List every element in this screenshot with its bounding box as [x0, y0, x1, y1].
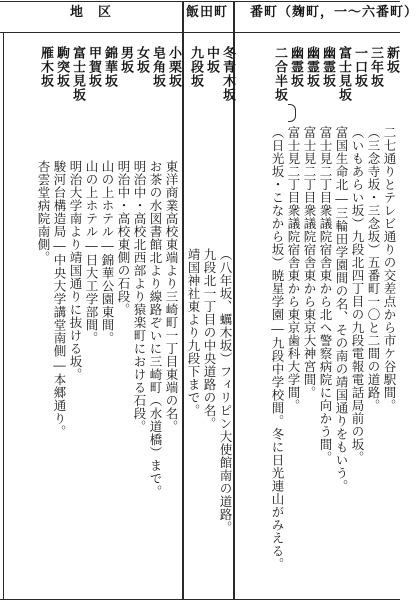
slope-name-fujimizaka-banchou: 富士見坂 — [336, 46, 351, 102]
yurei-group-bracket — [288, 104, 296, 122]
slope-name-saikachizaka: 皂角坂 — [150, 46, 165, 88]
desc-fujimizaka-banchou: 富国生命北―三輪田学園間の名、その南の靖国通りをもいう。 — [334, 126, 349, 493]
slope-name-hitokuchizaka: 一口坂 — [352, 46, 367, 88]
slope-name-sannenzaka: 三年坂 — [368, 46, 383, 88]
slope-name-komatsukizaka: 駒突坂 — [54, 46, 69, 88]
desc-saikachizaka: お茶の水図書館北より線路ぞいに三崎町（水道橋）まで。 — [148, 160, 163, 498]
slope-name-nakazaka: 中坂 — [204, 46, 219, 74]
slope-name-fuyuaokizaka: 冬青木坂 — [220, 46, 235, 102]
slope-name-onnazaka: 女坂 — [134, 46, 149, 74]
desc-yureizaka-1: 富士見二丁目衆議院宿舎東から北へ警察病院に向かう間。 — [318, 126, 333, 464]
desc-fujimizaka-district: 明治大学南より靖国通りに抜ける坂。 — [68, 160, 83, 381]
desc-kougazaka: 山の上ホテル―日大工学部間。 — [84, 160, 99, 345]
slope-name-fujimizaka-district: 富士見坂 — [70, 46, 85, 102]
desc-kudanzaka: 靖国神社東より九段下まで。 — [186, 248, 201, 417]
slope-name-otokozaka: 男坂 — [118, 46, 133, 74]
desc-yureizaka-3: 富士見二丁目衆議院宿舎東から東京歯科大学間。 — [286, 126, 301, 412]
slope-name-yureizaka-2: 幽霊坂 — [304, 46, 319, 88]
desc-onnazaka: 明治中・高校北西部より猿楽町における石段。 — [132, 160, 147, 433]
section-divider-left — [182, 1, 184, 599]
header-iidamachi: 飯田町 — [186, 5, 229, 20]
desc-sannenzaka: （三念寺坂・三念坂）五番町一〇と二間の道路。 — [366, 126, 381, 412]
desc-shinzaka: 二七通りとテレビ通りの交差点から市ケ谷駅間。 — [382, 126, 397, 412]
desc-fuyuaokizaka: （八年坂、蠣木坂）フィリピン大使館南の道路。 — [218, 248, 233, 534]
desc-gangizaka: 杏雲堂病院南側。 — [36, 160, 51, 264]
slope-name-nigouhanzaka: 二合半坂 — [272, 46, 287, 102]
district-name-divider — [3, 32, 4, 599]
slope-name-shinzaka: 新坂 — [384, 46, 399, 74]
slope-name-ogurizaka: 小栗坂 — [166, 46, 181, 88]
desc-ogurizaka: 東洋商業高校東端より三崎町一丁目東端の名。 — [164, 160, 179, 433]
table-bottom-border — [0, 599, 400, 600]
desc-otokozaka: 明治中・高校東側の石段。 — [116, 160, 131, 316]
slope-name-kougazaka: 甲賀坂 — [86, 46, 101, 88]
desc-komatsukizaka: 駿河台構造局―中央大学講堂南側―本郷通り。 — [52, 160, 67, 438]
slope-name-yureizaka-1: 幽霊坂 — [320, 46, 335, 88]
desc-kinkazaka: 山の上ホテル―錦華公園東間。 — [100, 160, 115, 345]
header-banchou: 番町（麹町，一～六番町） — [250, 5, 418, 20]
header-divider — [0, 32, 400, 33]
table-top-border — [0, 1, 400, 2]
desc-nigouhanzaka: （日光坂・こなから坂）暁星学園―九段中学校間。冬に日光連山がみえる。 — [270, 126, 285, 571]
slope-name-kinkazaka: 錦華坂 — [102, 46, 117, 88]
slope-name-gangizaka: 雁木坂 — [38, 46, 53, 88]
header-district: 地 区 — [70, 5, 113, 20]
desc-hitokuchizaka: （いもあらい坂）九段北四丁目の九段電報電話局前の坂。 — [350, 126, 365, 464]
slope-name-kudanzaka: 九段坂 — [188, 46, 203, 88]
slope-name-yureizaka-3: 幽霊坂 — [288, 46, 303, 88]
desc-nakazaka: 九段北一丁目の中央道路の名。 — [202, 248, 217, 430]
desc-yureizaka-2: 富士見二丁目衆議院宿舎東から東京大神宮間。 — [302, 126, 317, 399]
